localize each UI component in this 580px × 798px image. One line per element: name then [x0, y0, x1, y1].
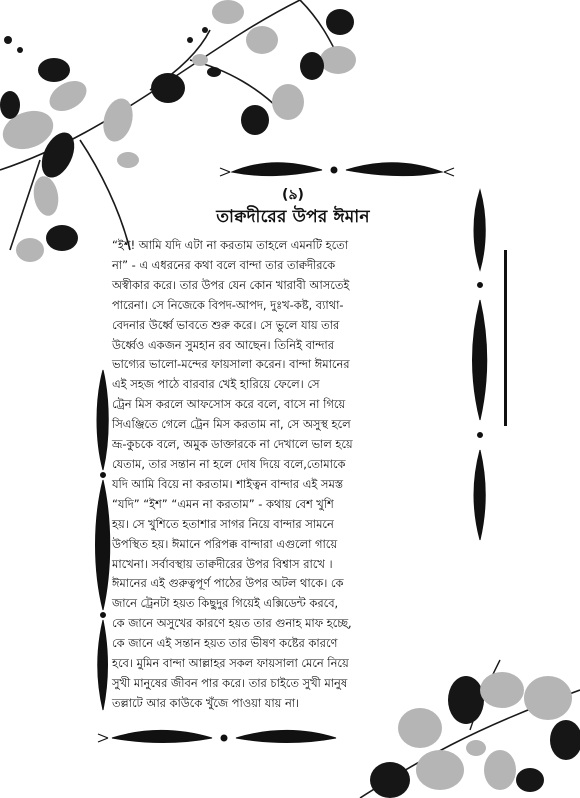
body-line: উপস্থিত হয়। ঈমানে পরিপক্ক বান্দারা এগুলো গায়ে — [112, 536, 338, 551]
body-line: মাখেনা। সর্বাবস্থায় তাক্বদীরের উপর বিশ্বাস রাখে । — [112, 556, 333, 571]
body-line: যদি আমি বিয়ে না করতাম। শাইত্বন বান্দার এই সমস্ত — [112, 476, 343, 491]
article — [112, 186, 474, 714]
body-line: সুখী মানুষের জীবন পার করে। তার চাইতে সুখী মানুষ — [112, 675, 348, 690]
body-line: বেদনার উর্ধ্বে ভাবতে শুরু করে। সে ভুলে যায় তার — [112, 317, 340, 332]
body-line: এই সহজ পাঠে বারবার খেই হারিয়ে ফেলে। সে — [112, 377, 320, 392]
body-line: ভাগ্যের ভালো-মন্দের ফায়সালা করেন। বান্দা ঈমানের — [112, 357, 350, 372]
body-line: ভ্রূ-কুচকে বলে, অমুক ডাক্তারকে না দেখালে ভাল হয়ে — [112, 437, 353, 452]
body-line: কে জানে এই সন্তান হয়ত তার ভীষণ কষ্টের কারণে — [112, 636, 338, 651]
body-line: সিএঞ্জিতে গেলে ট্রেন মিস করতাম না, সে অসুস্থ হলে — [112, 417, 351, 432]
body-line: অস্বীকার করে। তার উপর যেন কোন খারাবী আসতেই — [112, 277, 350, 292]
body-line: না” - এ এধরনের কথা বলে বান্দা তার তাক্বদীরকে — [112, 257, 336, 272]
article-body — [112, 236, 474, 714]
right-border-ornament-icon — [473, 190, 487, 540]
body-line: “ইশ! আমি যদি এটা না করতাম তাহলে এমনটি হতো — [112, 238, 349, 252]
body-line: হয়। সে খুশিতে হতাশার সাগর নিয়ে বান্দার সামনে — [112, 516, 334, 531]
body-line: পারেনা। সে নিজেকে বিপদ-আপদ, দুঃখ-কষ্ট, ব্যাথা- — [112, 297, 344, 312]
chapter-number: (৯) — [282, 187, 304, 203]
body-line: ঈমানের এই গুরুত্বপূর্ণ পাঠের উপর অটল থাকে। কে — [112, 576, 344, 591]
body-line: কে জানে অসুখের কারণে হয়ত তার গুনাহ মাফ হচ্ছে, — [112, 616, 352, 631]
body-line: উর্ধ্বেও একজন সুমহান রব আছেন। তিনিই বান্দার — [112, 337, 334, 352]
body-line: জানে ট্রেনটা হয়ত কিছুদুর গিয়েই এক্সিডেন্ট করবে, — [112, 596, 339, 611]
body-line: “যদি” “ইশ” “এমন না করতাম” - কথায় বেশ খুশি — [112, 496, 334, 511]
chapter-title: তাক্বদীরের উপর ঈমান — [216, 207, 370, 227]
body-line: যেতাম, তার সন্তান না হলে দোষ দিয়ে বলে,তোমাকে — [112, 456, 346, 471]
body-line: ট্রেন মিস করলে আফসোস করে বলে, বাসে না গিয়ে — [112, 397, 346, 412]
bottom-ornament-icon — [98, 731, 336, 743]
top-ornament-icon — [220, 163, 454, 176]
body-line: হবে। মুমিন বান্দা আল্লাহর সকল ফায়সালা মেনে নিয়ে — [112, 656, 349, 671]
margin-rule — [504, 250, 507, 426]
body-line: তল্লাটে আর কাউকে খুঁজে পাওয়া যায় না। — [112, 695, 300, 710]
left-border-ornament-icon — [96, 370, 110, 710]
